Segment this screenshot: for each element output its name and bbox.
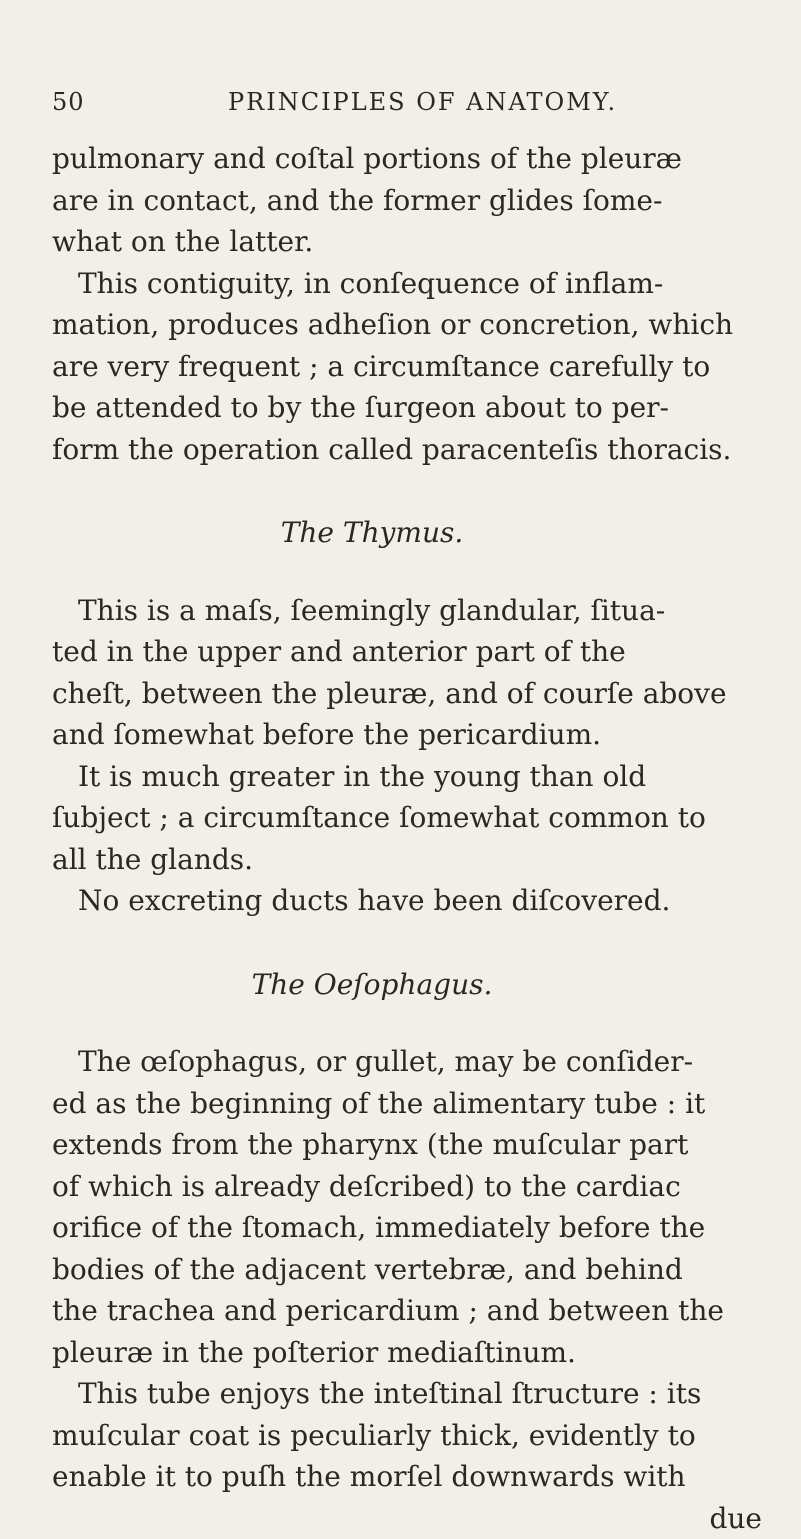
text-line: and ſomewhat before the pericardium.	[52, 714, 782, 756]
page-header	[52, 88, 752, 128]
paragraph-oesophagus-structure	[52, 1373, 782, 1498]
text-line: the trachea and pericardium ; and between the	[52, 1290, 782, 1332]
paragraph-thymus-ducts	[52, 880, 782, 922]
paragraph-contiguity	[52, 263, 782, 471]
text-line: all the glands.	[52, 839, 782, 881]
text-line: extends from the pharynx (the muſcular part	[52, 1124, 782, 1166]
text-line: orifice of the ſtomach, immediately before the	[52, 1207, 782, 1249]
text-line: bodies of the adjacent vertebræ, and behind	[52, 1249, 782, 1291]
text-line: mation, produces adheſion or concretion, which	[52, 304, 782, 346]
section-heading-thymus: The Thymus.	[52, 512, 782, 554]
text-line: This contiguity, in conſequence of inflam-	[52, 263, 782, 305]
paragraph-pleura-contact	[52, 138, 782, 263]
paragraph-thymus-description	[52, 590, 782, 756]
catchword: due	[52, 1498, 782, 1539]
text-line: This tube enjoys the inteſtinal ſtructure : its	[52, 1373, 782, 1415]
body-text	[52, 138, 782, 1539]
text-line: pleuræ in the poſterior mediaſtinum.	[52, 1332, 782, 1374]
text-line: are very frequent ; a circumſtance carefully to	[52, 346, 782, 388]
text-line: muſcular coat is peculiarly thick, evidently to	[52, 1415, 782, 1457]
text-line: The œſophagus, or gullet, may be conſider-	[52, 1041, 782, 1083]
text-line: ed as the beginning of the alimentary tube : it	[52, 1083, 782, 1125]
paragraph-oesophagus-description	[52, 1041, 782, 1373]
page-number: 50	[52, 88, 85, 116]
text-line: be attended to by the ſurgeon about to per-	[52, 387, 782, 429]
text-line: No excreting ducts have been diſcovered.	[52, 880, 782, 922]
text-line: ted in the upper and anterior part of the	[52, 631, 782, 673]
text-line: ſubject ; a circumſtance ſomewhat common to	[52, 797, 782, 839]
text-line: cheſt, between the pleuræ, and of courſe above	[52, 673, 782, 715]
text-line: what on the latter.	[52, 221, 782, 263]
text-line: are in contact, and the former glides ſome-	[52, 180, 782, 222]
text-line: pulmonary and coſtal portions of the pleuræ	[52, 138, 782, 180]
text-line: enable it to puſh the morſel downwards with	[52, 1456, 782, 1498]
text-line: of which is already deſcribed) to the cardiac	[52, 1166, 782, 1208]
text-line: This is a maſs, ſeemingly glandular, ſitua-	[52, 590, 782, 632]
running-head: PRINCIPLES OF ANATOMY.	[228, 88, 617, 116]
text-line: It is much greater in the young than old	[52, 756, 782, 798]
section-heading-oesophagus: The Oeſophagus.	[52, 964, 782, 1006]
paragraph-thymus-size	[52, 756, 782, 881]
text-line: form the operation called paracenteſis thoracis.	[52, 429, 782, 471]
